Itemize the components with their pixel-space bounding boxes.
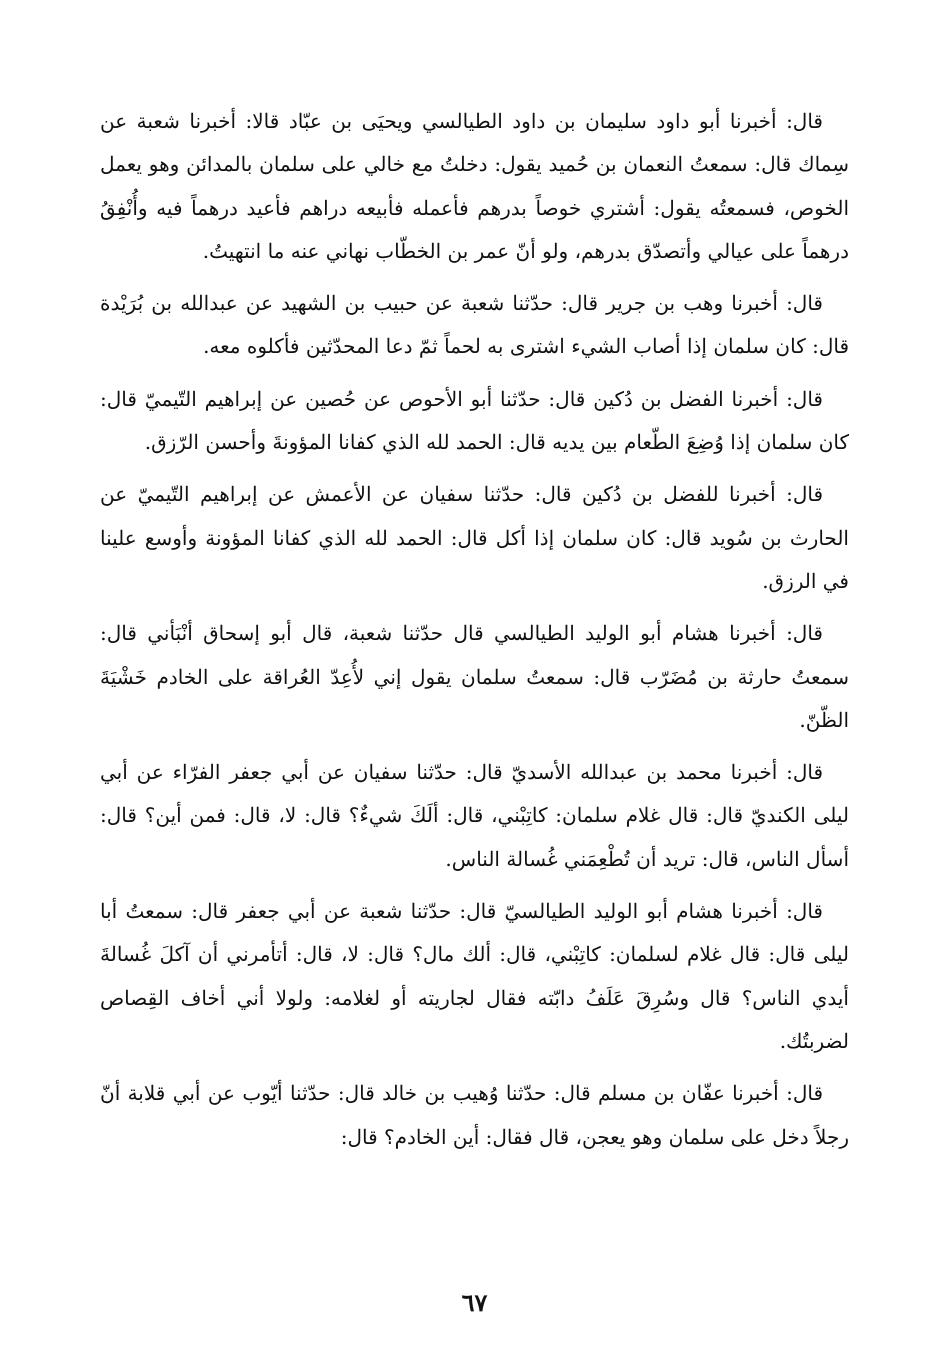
paragraph: قال: أخبرنا أبو داود سليمان بن داود الطيالسي ويحيَى بن عبّاد قالا: أخبرنا شعبة عن سِماك قال: سمعتُ النعمان بن حُميد يقول: دخلتُ مع خالي على سلمان بالمدائن وهو يعمل الخوص، فسمعتُه يقول: أشتري خوصاً بدرهم فأعمله فأبيعه دراهم فأعيد درهماً فيه وأُنْفِقُ درهماً على عيالي وأتصدّق بدرهم، ولو أنّ عمر بن الخطّاب نهاني عنه ما انتهيتُ.: [100, 109, 849, 263]
paragraph: قال: أخبرنا محمد بن عبدالله الأسديّ قال: حدّثنا سفيان عن أبي جعفر الفرّاء عن أبي ليلى الكنديّ قال: قال غلام سلمان: كاتِبْني، قال: ألَكَ شيءٌ؟ قال: لا، قال: فمن أين؟ قال: أسأل الناس، قال: تريد أن تُطْعِمَني غُسالة الناس.: [100, 760, 849, 871]
paragraph: قال: أخبرنا عفّان بن مسلم قال: حدّثنا وُهيب بن خالد قال: حدّثنا أيّوب عن أبي قلابة أنّ رجلاً دخل على سلمان وهو يعجن، قال فقال: أين الخادم؟ قال:: [100, 1081, 849, 1149]
paragraph: قال: أخبرنا للفضل بن دُكين قال: حدّثنا سفيان عن الأعمش عن إبراهيم التّيميّ عن الحارث بن سُويد قال: كان سلمان إذا أكل قال: الحمد لله الذي كفانا المؤونة وأوسع علينا في الرزق.: [100, 482, 849, 593]
paragraph: قال: أخبرنا هشام أبو الوليد الطيالسي قال حدّثنا شعبة، قال أبو إسحاق أنْبَأني قال: سمعتُ حارثة بن مُضَرّب قال: سمعتُ سلمان يقول إني لأُعِدّ العُراقة على الخادم خَشْيَةَ الظّنّ.: [100, 621, 849, 732]
paragraph: قال: أخبرنا هشام أبو الوليد الطيالسيّ قال: حدّثنا شعبة عن أبي جعفر قال: سمعتُ أبا ليلى قال: قال غلام لسلمان: كاتِبْني، قال: ألك مال؟ قال: لا، قال: أتأمرني أن آكلَ غُسالةَ أيدي الناس؟ قال وسُرِقَ عَلَفُ دابّته فقال لجاريته أو لغلامه: ولولا أني أخاف القِصاص لضربتُك.: [100, 899, 849, 1053]
page-body: [100, 100, 849, 1168]
page-number: ٦٧: [461, 1288, 488, 1317]
paragraph: قال: أخبرنا الفضل بن دُكين قال: حدّثنا أبو الأحوص عن حُصين عن إبراهيم التّيميّ قال: كان سلمان إذا وُضِعَ الطّعام بين يديه قال: الحمد لله الذي كفانا المؤونةَ وأحسن الرّزق.: [100, 386, 849, 455]
paragraph: قال: أخبرنا وهب بن جرير قال: حدّثنا شعبة عن حبيب بن الشهيد عن عبدالله بن بُرَيْدة قال: كان سلمان إذا أصاب الشيء اشترى به لحماً ثمّ دعا المحدّثين فأكلوه معه.: [100, 291, 849, 359]
